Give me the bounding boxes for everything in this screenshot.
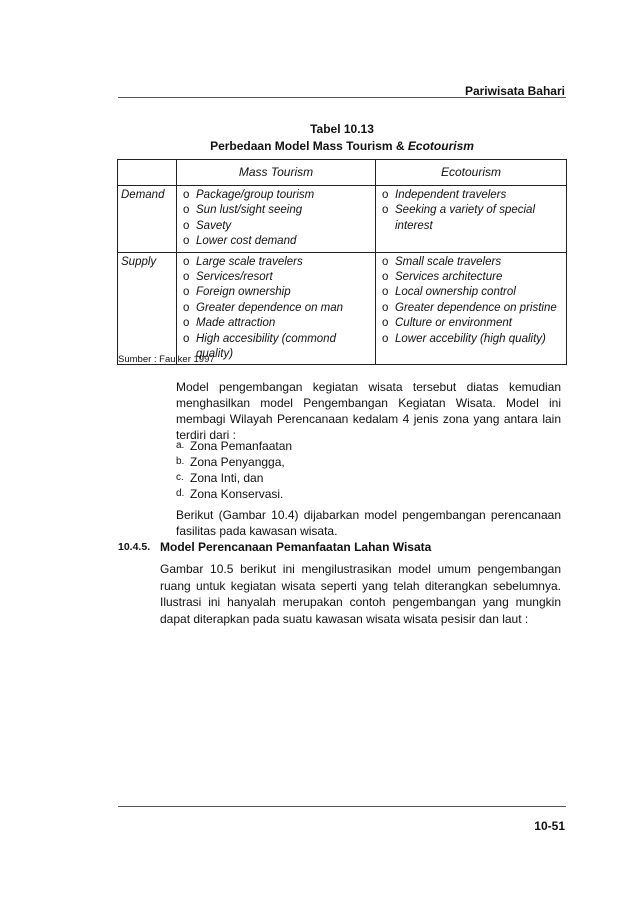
- bullet-item: [382, 188, 562, 203]
- bullet-text: High accesibility (commond quality): [196, 332, 336, 361]
- bullet-text: Local ownership control: [395, 286, 516, 299]
- section-paragraph: Gambar 10.5 berikut ini mengilustrasikan model umum pengembangan ruang untuk kegiatan wisata seperti yang telah diterangkan sebelumnya. Ilustrasi ini hanyalah merupakan contoh pengembangan yang mungkin dapat diterapkan pada suatu kawasan wisata wisata pesisir dan laut :: [160, 562, 561, 626]
- zone-list-item: [176, 438, 292, 454]
- list-marker: c.: [176, 472, 184, 483]
- list-marker: a.: [176, 440, 185, 451]
- bullet-marker: o: [382, 204, 389, 217]
- ecotourism-cell: [376, 186, 567, 253]
- bullet-item: [382, 255, 562, 270]
- list-text: Zona Penyangga,: [190, 455, 285, 469]
- section-title: Model Perencanaan Pemanfaatan Lahan Wisata: [160, 540, 432, 554]
- list-marker: d.: [176, 488, 185, 499]
- bullet-marker: o: [382, 255, 389, 268]
- bullet-text: Large scale travelers: [196, 255, 303, 268]
- mass-tourism-cell: [177, 186, 376, 253]
- page-number: 10-51: [534, 819, 565, 833]
- bullet-text: Small scale travelers: [395, 255, 502, 268]
- list-text: Zona Inti, dan: [190, 471, 264, 485]
- header-ecotourism: Ecotourism: [376, 160, 567, 186]
- bullet-item: [183, 255, 371, 270]
- bullet-item: [382, 332, 562, 347]
- row-label: Supply: [118, 252, 177, 365]
- mass-tourism-cell: [177, 252, 376, 365]
- section-number: 10.4.5.: [118, 541, 151, 553]
- intro-paragraph: Model pengembangan kegiatan wisata tersebut diatas kemudian menghasilkan model Pengembangan Kegiatan Wisata. Model ini membagi Wilayah Perencanaan kedalam 4 jenis zona yang antara lain terdiri dari :: [176, 380, 561, 442]
- header-rule: [118, 97, 566, 98]
- bullet-marker: o: [183, 219, 190, 232]
- bullet-marker: o: [183, 189, 190, 201]
- bullet-text: Lower cost demand: [196, 235, 297, 248]
- bullet-marker: o: [183, 235, 190, 248]
- comparison-table: [117, 159, 567, 365]
- table-number: Tabel 10.13: [310, 122, 374, 136]
- list-marker: b.: [176, 456, 185, 467]
- table-source: Sumber : Faulker 1997: [118, 354, 215, 365]
- bullet-text: Foreign ownership: [196, 286, 291, 299]
- bullet-marker: o: [183, 204, 190, 217]
- table-caption: [118, 121, 566, 155]
- bullet-item: [183, 219, 371, 234]
- bullet-text: Culture or environment: [395, 317, 512, 330]
- bullet-item: [382, 316, 562, 331]
- empty-corner-cell: [118, 160, 177, 186]
- bullet-item: [382, 270, 562, 285]
- running-header: Pariwisata Bahari: [464, 84, 565, 98]
- bullet-item: [183, 301, 371, 316]
- bullet-text: Seeking a variety of special interest: [395, 204, 535, 232]
- table-header-row: [118, 160, 567, 186]
- bullet-text: Savety: [196, 219, 232, 232]
- bullet-text: Sun lust/sight seeing: [196, 204, 303, 217]
- bullet-text: Package/group tourism: [196, 189, 315, 201]
- bullet-text: Independent travelers: [395, 189, 507, 201]
- bullet-marker: o: [183, 286, 190, 299]
- bullet-text: Lower accebility (high quality): [395, 332, 546, 345]
- header-mass-tourism: Mass Tourism: [177, 160, 376, 186]
- zone-list-item: [176, 486, 292, 502]
- bullet-item: [183, 285, 371, 300]
- bullet-text: Greater dependence on man: [196, 301, 344, 314]
- table-row: [118, 186, 567, 253]
- bullet-marker: o: [382, 286, 389, 299]
- row-label: Demand: [118, 186, 177, 253]
- bullet-marker: o: [183, 255, 190, 268]
- bullet-item: [382, 203, 562, 234]
- table-body: [118, 186, 567, 365]
- list-text: Zona Konservasi.: [190, 487, 284, 501]
- bullet-marker: o: [382, 332, 389, 345]
- bullet-item: [183, 234, 371, 249]
- bullet-text: Greater dependence on pristine: [395, 301, 557, 314]
- bullet-marker: o: [382, 317, 389, 330]
- footer-rule: [118, 806, 566, 807]
- bullet-marker: o: [183, 301, 190, 314]
- bullet-item: [382, 285, 562, 300]
- bullet-text: Services architecture: [395, 271, 503, 284]
- bullet-marker: o: [183, 332, 190, 345]
- table-row: [118, 252, 567, 365]
- bullet-item: [183, 188, 371, 203]
- bullet-item: [183, 270, 371, 285]
- bullet-marker: o: [382, 271, 389, 284]
- table-title: Perbedaan Model Mass Tourism & Ecotourism: [210, 139, 474, 153]
- ecotourism-cell: [376, 252, 567, 365]
- zone-list: [176, 438, 292, 502]
- bullet-text: Made attraction: [196, 317, 276, 330]
- zone-list-item: [176, 470, 292, 486]
- figure-paragraph: Berikut (Gambar 10.4) dijabarkan model pengembangan perencanaan fasilitas pada kawasan wisata.: [176, 508, 561, 538]
- zone-list-item: [176, 454, 292, 470]
- bullet-item: [382, 301, 562, 316]
- bullet-marker: o: [382, 189, 389, 201]
- bullet-text: Services/resort: [196, 271, 273, 284]
- bullet-item: [183, 316, 371, 331]
- bullet-marker: o: [183, 271, 190, 284]
- bullet-marker: o: [382, 301, 389, 314]
- bullet-item: [183, 203, 371, 218]
- list-text: Zona Pemanfaatan: [190, 439, 293, 453]
- bullet-marker: o: [183, 317, 190, 330]
